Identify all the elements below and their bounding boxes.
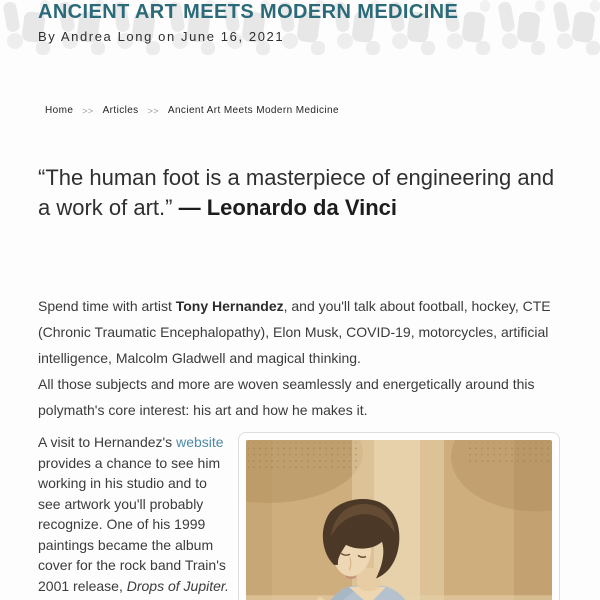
paragraph-1-text: , and you'll talk about football, hockey, CTE (Chronic Traumatic Encephalopathy), Elon Musk, COVID-19, motorcycles, artificial intelligence, Malcolm Gladwell and magical thinking. — [38, 298, 551, 366]
website-link[interactable]: website — [176, 434, 224, 450]
paragraph-2: All those subjects and more are woven seamlessly and energetically around this polymath's core interest: his art and how he makes it. — [38, 376, 535, 418]
album-title-italic: Drops of Jupiter. — [126, 577, 229, 594]
paragraph-3-text: provides a chance to see him working in his studio and to see artwork you'll probably recognize. One of his 1999 paintings became the album cover for the rock band Train's 2001 release, — [38, 454, 226, 594]
breadcrumb — [45, 105, 339, 116]
artwork-frame — [238, 432, 560, 600]
byline: By Andrea Long on June 16, 2021 — [38, 29, 285, 44]
page-title: ANCIENT ART MEETS MODERN MEDICINE — [38, 1, 459, 23]
breadcrumb-articles-link[interactable]: Articles — [102, 105, 139, 116]
quote-text: “The human foot is a masterpiece of engineering and a work of art.” — [38, 165, 555, 220]
breadcrumb-current-page: Ancient Art Meets Modern Medicine — [167, 105, 339, 116]
artwork-painting — [246, 440, 552, 600]
pull-quote — [38, 163, 566, 223]
artist-name-bold: Tony Hernandez — [175, 298, 284, 314]
paragraph-1-text: Spend time with artist — [38, 298, 176, 314]
breadcrumb-separator: >> — [82, 105, 94, 116]
paragraph-3-column — [38, 432, 230, 596]
paragraph-1 — [38, 293, 571, 371]
breadcrumb-separator: >> — [147, 105, 159, 116]
quote-attribution: — Leonardo da Vinci — [178, 195, 398, 220]
paragraph-3-text: A visit to Hernandez's — [38, 434, 177, 450]
breadcrumb-home-link[interactable]: Home — [45, 105, 74, 116]
